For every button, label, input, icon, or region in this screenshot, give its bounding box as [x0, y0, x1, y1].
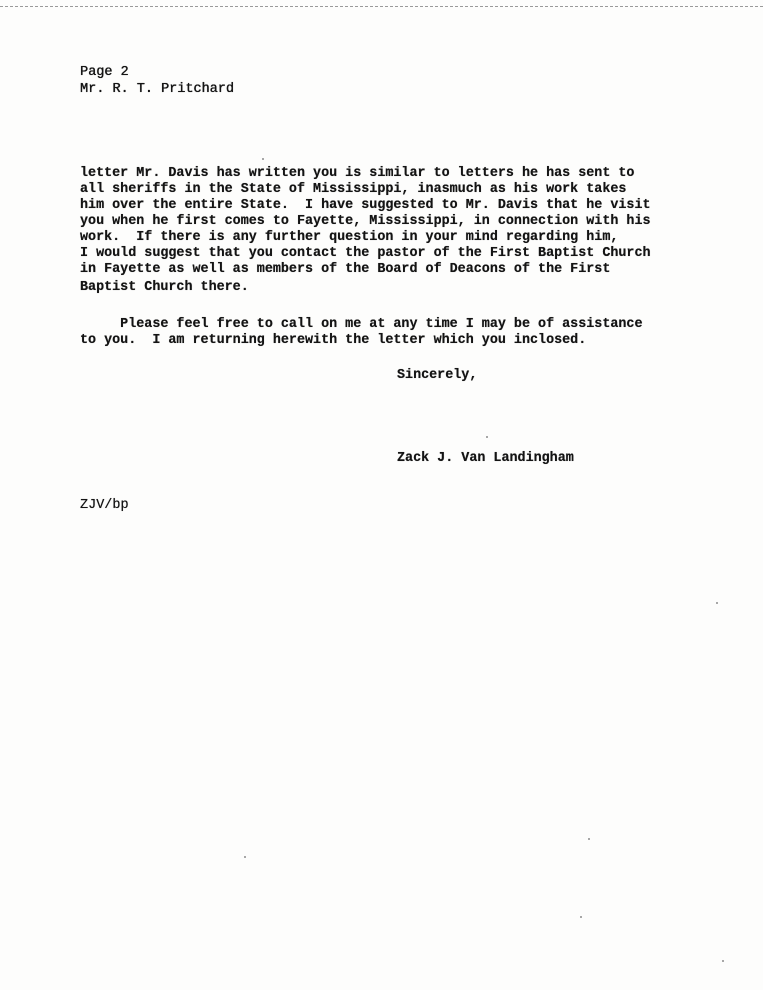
- paragraph1-line: work. If there is any further question in your mind regarding him,: [80, 230, 619, 245]
- paragraph1-line: I would suggest that you contact the pastor of the First Baptist Church: [80, 246, 651, 261]
- page-top-edge: [0, 6, 763, 7]
- scan-speck: [262, 158, 264, 160]
- closing-salutation: Sincerely,: [397, 368, 478, 383]
- paragraph1-line: you when he first comes to Fayette, Mississippi, in connection with his: [80, 214, 651, 229]
- paragraph1-line: him over the entire State. I have suggested to Mr. Davis that he visit: [80, 198, 651, 213]
- paragraph1-line: in Fayette as well as members of the Board of Deacons of the First: [80, 262, 611, 277]
- paragraph1-line: letter Mr. Davis has written you is similar to letters he has sent to: [80, 166, 635, 181]
- signature-name: Zack J. Van Landingham: [397, 451, 574, 466]
- scan-speck: [486, 436, 488, 438]
- scan-speck: [244, 856, 246, 858]
- paragraph2-line: Please feel free to call on me at any time I may be of assistance: [80, 317, 643, 332]
- scan-speck: [716, 602, 718, 604]
- scan-speck: [580, 916, 582, 918]
- typist-initials: ZJV/bp: [80, 498, 129, 513]
- scan-speck: [722, 960, 724, 962]
- page-number: Page 2: [80, 65, 129, 80]
- paragraph2-line: to you. I am returning herewith the letter which you inclosed.: [80, 333, 587, 348]
- scan-speck: [588, 838, 590, 840]
- recipient-name: Mr. R. T. Pritchard: [80, 82, 234, 97]
- paragraph1-line: Baptist Church there.: [80, 280, 249, 295]
- paragraph1-line: all sheriffs in the State of Mississippi, inasmuch as his work takes: [80, 182, 627, 197]
